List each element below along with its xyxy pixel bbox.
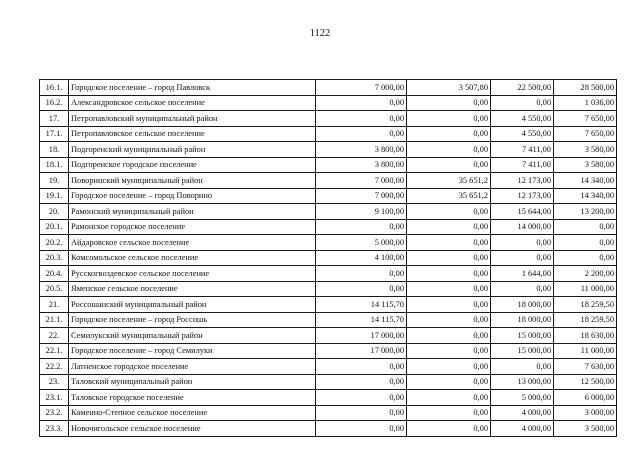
- table-row: [40, 235, 617, 251]
- municipality-name-cell: Петропавловский муниципальный район: [69, 111, 316, 127]
- municipality-name-cell: Латненское городское поселение: [69, 359, 316, 375]
- value-col-4-cell: 0,00: [554, 235, 617, 251]
- value-col-2-cell: 0,00: [407, 374, 491, 390]
- row-number-cell: 22.1.: [40, 343, 69, 359]
- table-row: [40, 359, 617, 375]
- value-col-2-cell: 0,00: [407, 328, 491, 344]
- row-number-cell: 20.5.: [40, 281, 69, 297]
- municipality-name-cell: Таловский муниципальный район: [69, 374, 316, 390]
- value-col-4-cell: 11 000,00: [554, 281, 617, 297]
- value-col-1-cell: 0,00: [316, 95, 407, 111]
- municipality-name-cell: Городское поселение – город Семилуки: [69, 343, 316, 359]
- table-row: [40, 266, 617, 282]
- value-col-2-cell: 3 507,80: [407, 80, 491, 96]
- value-col-4-cell: 14 340,00: [554, 188, 617, 204]
- value-col-2-cell: 0,00: [407, 204, 491, 220]
- municipality-name-cell: Городское поселение – город Павловск: [69, 80, 316, 96]
- value-col-3-cell: 18 000,00: [491, 312, 554, 328]
- value-col-4-cell: 11 000,00: [554, 343, 617, 359]
- page-number: 1122: [309, 28, 331, 39]
- value-col-3-cell: 4 000,00: [491, 421, 554, 437]
- value-col-2-cell: 0,00: [407, 219, 491, 235]
- table-row: [40, 297, 617, 313]
- value-col-3-cell: 5 000,00: [491, 390, 554, 406]
- value-col-1-cell: 3 800,00: [316, 142, 407, 158]
- value-col-2-cell: 35 651,2: [407, 188, 491, 204]
- value-col-2-cell: 0,00: [407, 250, 491, 266]
- table-row: [40, 219, 617, 235]
- value-col-4-cell: 0,00: [554, 219, 617, 235]
- value-col-2-cell: 0,00: [407, 390, 491, 406]
- value-col-4-cell: 1 036,00: [554, 95, 617, 111]
- row-number-cell: 23.3.: [40, 421, 69, 437]
- value-col-2-cell: 0,00: [407, 405, 491, 421]
- value-col-2-cell: 0,00: [407, 235, 491, 251]
- row-number-cell: 20.4.: [40, 266, 69, 282]
- value-col-3-cell: 0,00: [491, 359, 554, 375]
- municipality-name-cell: Новочигольское сельское поселение: [69, 421, 316, 437]
- row-number-cell: 20.1.: [40, 219, 69, 235]
- row-number-cell: 20.: [40, 204, 69, 220]
- value-col-4-cell: 6 000,00: [554, 390, 617, 406]
- row-number-cell: 22.2.: [40, 359, 69, 375]
- municipality-name-cell: Айдаровское сельское поселение: [69, 235, 316, 251]
- row-number-cell: 20.2.: [40, 235, 69, 251]
- municipality-name-cell: Каменно-Степное сельское поселение: [69, 405, 316, 421]
- row-number-cell: 21.: [40, 297, 69, 313]
- row-number-cell: 18.1.: [40, 157, 69, 173]
- table-row: [40, 405, 617, 421]
- value-col-2-cell: 0,00: [407, 312, 491, 328]
- table-row: [40, 204, 617, 220]
- value-col-3-cell: 1 644,00: [491, 266, 554, 282]
- value-col-1-cell: 5 000,00: [316, 235, 407, 251]
- value-col-2-cell: 0,00: [407, 142, 491, 158]
- municipality-name-cell: Петропавловское сельское поселение: [69, 126, 316, 142]
- value-col-4-cell: 3 000,00: [554, 405, 617, 421]
- value-col-2-cell: 0,00: [407, 281, 491, 297]
- table-row: [40, 157, 617, 173]
- value-col-2-cell: 0,00: [407, 266, 491, 282]
- value-col-2-cell: 0,00: [407, 157, 491, 173]
- value-col-3-cell: 4 550,00: [491, 126, 554, 142]
- municipality-name-cell: Поворинский муниципальный район: [69, 173, 316, 189]
- value-col-2-cell: 0,00: [407, 297, 491, 313]
- municipality-name-cell: Городское поселение – город Поворино: [69, 188, 316, 204]
- value-col-1-cell: 0,00: [316, 405, 407, 421]
- row-number-cell: 18.: [40, 142, 69, 158]
- value-col-1-cell: 14 115,70: [316, 297, 407, 313]
- row-number-cell: 17.: [40, 111, 69, 127]
- value-col-3-cell: 0,00: [491, 281, 554, 297]
- value-col-1-cell: 4 100,00: [316, 250, 407, 266]
- value-col-3-cell: 0,00: [491, 95, 554, 111]
- row-number-cell: 20.3.: [40, 250, 69, 266]
- table-row: [40, 80, 617, 96]
- municipality-name-cell: Яменское сельское поселение: [69, 281, 316, 297]
- value-col-3-cell: 12 173,00: [491, 173, 554, 189]
- row-number-cell: 16.2.: [40, 95, 69, 111]
- value-col-1-cell: 7 000,00: [316, 80, 407, 96]
- row-number-cell: 19.: [40, 173, 69, 189]
- value-col-1-cell: 3 800,00: [316, 157, 407, 173]
- value-col-1-cell: 0,00: [316, 390, 407, 406]
- table-row: [40, 312, 617, 328]
- table-row: [40, 142, 617, 158]
- value-col-2-cell: 0,00: [407, 126, 491, 142]
- row-number-cell: 22.: [40, 328, 69, 344]
- table-row: [40, 343, 617, 359]
- municipality-name-cell: Таловское городское поселение: [69, 390, 316, 406]
- table-row: [40, 281, 617, 297]
- value-col-1-cell: 0,00: [316, 126, 407, 142]
- municipality-name-cell: Семилукский муниципальный район: [69, 328, 316, 344]
- row-number-cell: 19.1.: [40, 188, 69, 204]
- value-col-3-cell: 4 550,00: [491, 111, 554, 127]
- value-col-3-cell: 14 000,00: [491, 219, 554, 235]
- value-col-3-cell: 12 173,00: [491, 188, 554, 204]
- table-row: [40, 421, 617, 437]
- municipality-name-cell: Подгоренское городское поселение: [69, 157, 316, 173]
- row-number-cell: 17.1.: [40, 126, 69, 142]
- value-col-1-cell: 0,00: [316, 266, 407, 282]
- row-number-cell: 21.1.: [40, 312, 69, 328]
- value-col-2-cell: 35 651,2: [407, 173, 491, 189]
- row-number-cell: 23.: [40, 374, 69, 390]
- table-row: [40, 111, 617, 127]
- value-col-3-cell: 4 000,00: [491, 405, 554, 421]
- value-col-4-cell: 3 580,00: [554, 157, 617, 173]
- value-col-1-cell: 17 000,00: [316, 328, 407, 344]
- value-col-3-cell: 15 644,00: [491, 204, 554, 220]
- value-col-4-cell: 12 500,00: [554, 374, 617, 390]
- municipality-name-cell: Россошанский муниципальный район: [69, 297, 316, 313]
- municipality-name-cell: Александровское сельское поселение: [69, 95, 316, 111]
- value-col-4-cell: 2 200,00: [554, 266, 617, 282]
- value-col-4-cell: 18 259,50: [554, 297, 617, 313]
- municipality-name-cell: Рамонское городское поселение: [69, 219, 316, 235]
- value-col-4-cell: 18 630,00: [554, 328, 617, 344]
- table-row: [40, 328, 617, 344]
- value-col-4-cell: 3 500,00: [554, 421, 617, 437]
- value-col-3-cell: 7 411,00: [491, 157, 554, 173]
- value-col-3-cell: 0,00: [491, 250, 554, 266]
- table-row: [40, 250, 617, 266]
- value-col-4-cell: 28 500,00: [554, 80, 617, 96]
- budget-table: [39, 79, 617, 437]
- value-col-4-cell: 3 580,00: [554, 142, 617, 158]
- table-row: [40, 126, 617, 142]
- value-col-1-cell: 0,00: [316, 359, 407, 375]
- value-col-4-cell: 7 650,00: [554, 126, 617, 142]
- table-body: [40, 80, 617, 437]
- value-col-1-cell: 17 000,00: [316, 343, 407, 359]
- value-col-1-cell: 0,00: [316, 281, 407, 297]
- value-col-1-cell: 0,00: [316, 219, 407, 235]
- value-col-2-cell: 0,00: [407, 343, 491, 359]
- value-col-1-cell: 9 100,00: [316, 204, 407, 220]
- value-col-4-cell: 0,00: [554, 250, 617, 266]
- value-col-4-cell: 7 630,00: [554, 359, 617, 375]
- value-col-2-cell: 0,00: [407, 359, 491, 375]
- table-row: [40, 95, 617, 111]
- row-number-cell: 23.1.: [40, 390, 69, 406]
- value-col-1-cell: 7 000,00: [316, 188, 407, 204]
- value-col-2-cell: 0,00: [407, 95, 491, 111]
- value-col-4-cell: 14 340,00: [554, 173, 617, 189]
- value-col-1-cell: 14 115,70: [316, 312, 407, 328]
- municipality-name-cell: Городское поселение – город Россошь: [69, 312, 316, 328]
- value-col-2-cell: 0,00: [407, 421, 491, 437]
- municipality-name-cell: Подгоренский муниципальный район: [69, 142, 316, 158]
- value-col-3-cell: 13 000,00: [491, 374, 554, 390]
- value-col-3-cell: 0,00: [491, 235, 554, 251]
- table-row: [40, 374, 617, 390]
- table-row: [40, 173, 617, 189]
- value-col-4-cell: 13 200,00: [554, 204, 617, 220]
- municipality-name-cell: Комсомольское сельское поселение: [69, 250, 316, 266]
- value-col-1-cell: 0,00: [316, 421, 407, 437]
- value-col-4-cell: 18 259,50: [554, 312, 617, 328]
- table-row: [40, 188, 617, 204]
- row-number-cell: 16.1.: [40, 80, 69, 96]
- value-col-3-cell: 18 000,00: [491, 297, 554, 313]
- value-col-1-cell: 0,00: [316, 111, 407, 127]
- value-col-3-cell: 15 000,00: [491, 343, 554, 359]
- value-col-1-cell: 0,00: [316, 374, 407, 390]
- value-col-3-cell: 22 500,00: [491, 80, 554, 96]
- value-col-4-cell: 7 650,00: [554, 111, 617, 127]
- value-col-3-cell: 15 000,00: [491, 328, 554, 344]
- municipality-name-cell: Русскогвоздевское сельское поселение: [69, 266, 316, 282]
- row-number-cell: 23.2.: [40, 405, 69, 421]
- value-col-1-cell: 7 000,00: [316, 173, 407, 189]
- municipality-name-cell: Рамонский муниципальный район: [69, 204, 316, 220]
- value-col-2-cell: 0,00: [407, 111, 491, 127]
- table-row: [40, 390, 617, 406]
- value-col-3-cell: 7 411,00: [491, 142, 554, 158]
